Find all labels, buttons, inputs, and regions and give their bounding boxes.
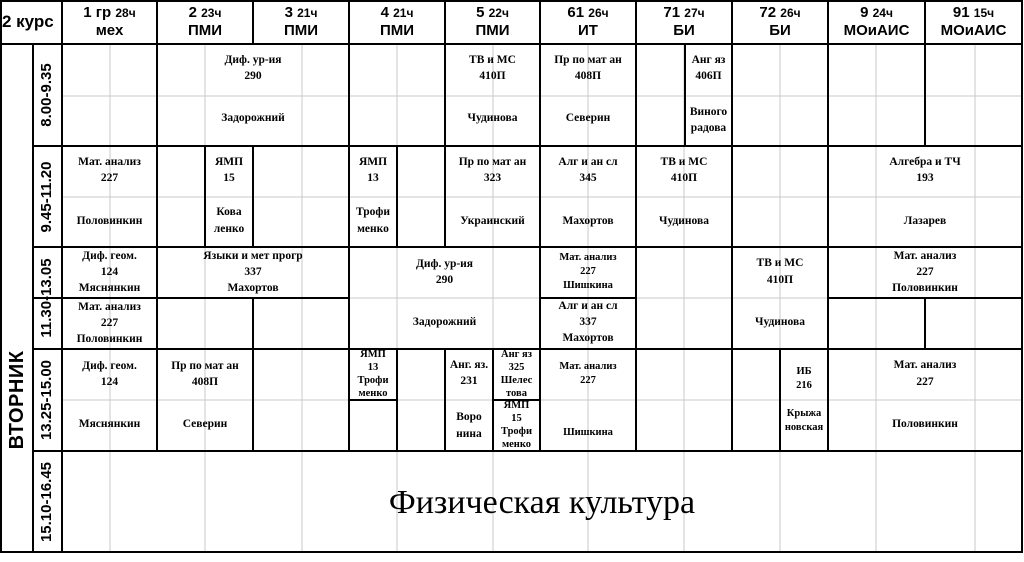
group-number: 3 [284, 4, 293, 21]
lesson-subject: Мат. анализ [559, 252, 617, 263]
time-slot-5: 15.10-16.45 [38, 461, 55, 543]
group-hours: 15ч [973, 6, 995, 20]
group-name: БИ [673, 22, 695, 39]
lesson-room: 406П [695, 70, 722, 82]
lesson-subject: Мат. анализ [559, 361, 617, 372]
lesson-subject: Языки и мет прогр [203, 250, 303, 262]
time-slot-3: 11.30-13.05 [38, 258, 55, 338]
lesson-cell [349, 349, 397, 400]
lesson-cell [349, 247, 540, 349]
lesson-subject: ТВ и МС [756, 257, 804, 269]
lesson-teacher: Махортов [227, 282, 279, 294]
lesson-room: 15 [223, 172, 235, 184]
lesson-room: 227 [580, 266, 596, 277]
day-label: ВТОРНИК [6, 350, 28, 450]
lesson-subject: Алг и ан сл [558, 156, 618, 168]
group-header-1 [62, 1, 157, 44]
group-hours: 26ч [588, 6, 609, 20]
lesson-teacher: това [506, 388, 527, 399]
lesson-teacher: Половинкин [76, 215, 143, 227]
lesson-teacher: менко [501, 439, 532, 450]
time-slot-2: 9.45-11.20 [38, 161, 55, 233]
lesson-cell [685, 44, 732, 146]
group-hours: 27ч [684, 6, 705, 20]
time-slot-4: 13.25-15.00 [38, 359, 55, 441]
lesson-cell [540, 298, 636, 349]
lesson-cell [828, 146, 1022, 247]
lesson-subject: Мат. анализ [78, 301, 141, 313]
group-header-3 [253, 1, 349, 44]
group-header-4 [349, 1, 445, 44]
lesson-subject: Пр по мат ан [171, 360, 239, 372]
lesson-subject: Физическая культура [388, 484, 696, 521]
lesson-room: 345 [579, 172, 597, 184]
lesson-cell [157, 247, 349, 298]
lesson-teacher: Махортов [562, 215, 614, 227]
group-number: 91 [952, 4, 970, 21]
lesson-teacher: Крыжа [786, 408, 822, 419]
lesson-cell [445, 146, 540, 247]
lesson-teacher: Задорожний [412, 316, 477, 328]
lesson-subject: Диф. ур-ия [224, 54, 282, 66]
group-number: 71 [663, 4, 681, 21]
lesson-subject: Диф. геом. [82, 250, 137, 262]
lesson-teacher: нина [456, 428, 482, 440]
lesson-subject: Анг яз [501, 349, 532, 360]
group-name: МОиАИС [843, 22, 910, 39]
lesson-room: 408П [574, 70, 602, 82]
lesson-room: 193 [916, 172, 934, 184]
lesson-room: 231 [460, 375, 478, 387]
lesson-room: 227 [100, 317, 119, 329]
lesson-teacher: Трофи [357, 375, 389, 386]
lesson-room: 124 [100, 376, 119, 388]
group-hours: 24ч [872, 6, 893, 20]
group-name: БИ [769, 22, 791, 39]
lesson-room: 408П [191, 376, 219, 388]
lesson-teacher: менко [357, 223, 389, 235]
lesson-room: 410П [670, 172, 698, 184]
lesson-teacher: менко [358, 388, 388, 399]
group-number: 72 [759, 4, 777, 21]
lesson-teacher: Воро [456, 411, 482, 423]
group-header-72 [732, 1, 828, 44]
lesson-room: 13 [367, 172, 379, 184]
lesson-subject: ИБ [796, 366, 812, 377]
lesson-teacher: Чудинова [659, 215, 709, 227]
lesson-cell [732, 247, 828, 349]
group-hours: 22ч [488, 6, 509, 20]
lesson-subject: ЯМП [360, 349, 386, 360]
group-hours: 28ч [115, 6, 136, 20]
lesson-subject: ЯМП [358, 156, 388, 168]
group-header-91 [925, 1, 1022, 44]
group-number: 4 [380, 4, 389, 21]
lesson-subject: Диф. геом. [82, 360, 137, 372]
lesson-subject: ЯМП [503, 400, 530, 411]
lesson-cell [445, 349, 493, 451]
lesson-cell [828, 247, 1022, 298]
lesson-subject: ЯМП [214, 156, 244, 168]
lesson-teacher: Половинкин [76, 333, 143, 345]
group-number: 9 [860, 4, 869, 21]
lesson-teacher: Половинкин [892, 282, 958, 294]
lesson-subject: ТВ и МС [469, 54, 516, 66]
group-header-61 [540, 1, 636, 44]
lesson-teacher: Северин [565, 112, 611, 124]
lesson-teacher: ленко [213, 223, 245, 235]
lesson-room: 290 [435, 274, 454, 286]
lesson-cell [62, 349, 157, 451]
lesson-cell [540, 146, 636, 247]
lesson-room: 15 [511, 413, 522, 424]
lesson-room: 13 [367, 362, 379, 373]
lesson-teacher: Украинский [460, 215, 525, 227]
group-hours: 21ч [297, 6, 318, 20]
lesson-teacher: Чудинова [755, 316, 805, 328]
group-name: ИТ [578, 22, 598, 39]
group-name: МОиАИС [940, 22, 1007, 39]
lesson-subject: Алг и ан сл [558, 300, 618, 312]
lesson-room: 410П [766, 274, 794, 286]
time-slot-1: 8.00-9.35 [38, 63, 55, 127]
lesson-teacher: Махортов [562, 332, 614, 344]
group-number: 2 [188, 4, 197, 21]
lesson-teacher: Чудинова [467, 112, 518, 124]
lesson-subject: Анг яз [691, 54, 726, 66]
lesson-teacher: Трофи [356, 206, 390, 218]
lesson-room: 410П [479, 70, 506, 82]
lesson-teacher: Виного [689, 106, 728, 118]
lesson-cell [205, 146, 253, 247]
lesson-cell [493, 349, 540, 400]
lesson-cell [62, 247, 157, 298]
group-hours: 21ч [393, 6, 414, 20]
lesson-teacher: Мяснянкин [78, 282, 141, 294]
lesson-teacher: Шелес [500, 375, 533, 386]
lesson-subject: ТВ и МС [660, 156, 708, 168]
lesson-room: 227 [916, 376, 934, 388]
group-number: 5 [476, 4, 485, 21]
lesson-cell [62, 146, 157, 247]
lesson-room: 227 [100, 172, 119, 184]
lesson-subject: Пр по мат ан [554, 54, 622, 66]
lesson-teacher: Мяснянкин [78, 418, 141, 430]
group-name: ПМИ [283, 22, 319, 39]
lesson-subject: Алгебра и ТЧ [889, 156, 961, 168]
group-name: ПМИ [187, 22, 223, 39]
lesson-cell [493, 400, 540, 451]
lesson-subject: Анг. яз. [449, 359, 489, 371]
lesson-room: 227 [580, 375, 596, 386]
lesson-room: 290 [244, 70, 262, 82]
lesson-cell-pe [62, 451, 1022, 552]
lesson-cell [445, 44, 540, 146]
group-number: 61 [567, 4, 585, 21]
lesson-room: 227 [916, 266, 934, 278]
lesson-teacher: Трофи [500, 426, 532, 437]
lesson-subject: Мат. анализ [78, 156, 141, 168]
lesson-room: 124 [100, 266, 119, 278]
group-name: ПМИ [475, 22, 510, 39]
group-hours: 23ч [201, 6, 222, 20]
lesson-cell [349, 146, 397, 247]
course-label: 2 курс [2, 12, 54, 31]
lesson-subject: Мат. анализ [893, 359, 957, 371]
group-name: ПМИ [379, 22, 415, 39]
group-name: мех [95, 22, 124, 39]
lesson-room: 216 [796, 380, 812, 391]
group-header-2 [157, 1, 253, 44]
lesson-subject: Диф. ур-ия [415, 258, 474, 270]
lesson-cell [540, 44, 636, 146]
lesson-teacher: Лазарев [903, 215, 947, 227]
group-hours: 26ч [780, 6, 801, 20]
group-header-71 [636, 1, 732, 44]
lesson-cell [540, 349, 636, 451]
lesson-subject: Пр по мат ан [458, 156, 527, 168]
lesson-room: 323 [483, 172, 502, 184]
lesson-cell [62, 298, 157, 349]
group-header-5 [445, 1, 540, 44]
lesson-subject: Мат. анализ [893, 250, 957, 262]
lesson-teacher: Половинкин [892, 418, 958, 430]
lesson-teacher: Шишкина [563, 427, 613, 438]
lesson-cell [780, 349, 828, 451]
lesson-room: 337 [579, 316, 597, 328]
lesson-cell [540, 247, 636, 298]
lesson-teacher: Шишкина [563, 280, 613, 291]
group-header-9 [828, 1, 925, 44]
lesson-teacher: Задорожний [221, 112, 285, 124]
lesson-room: 325 [508, 362, 525, 373]
lesson-teacher: радова [690, 122, 727, 134]
lesson-teacher: Северин [182, 418, 228, 430]
lesson-cell [157, 349, 253, 451]
group-number: 1 гр [83, 4, 112, 21]
lesson-cell [636, 146, 732, 247]
lesson-teacher: Кова [216, 206, 242, 218]
lesson-room: 337 [244, 266, 262, 278]
lesson-teacher: новская [784, 422, 824, 433]
lesson-cell [828, 349, 1022, 451]
lesson-cell [157, 44, 349, 146]
